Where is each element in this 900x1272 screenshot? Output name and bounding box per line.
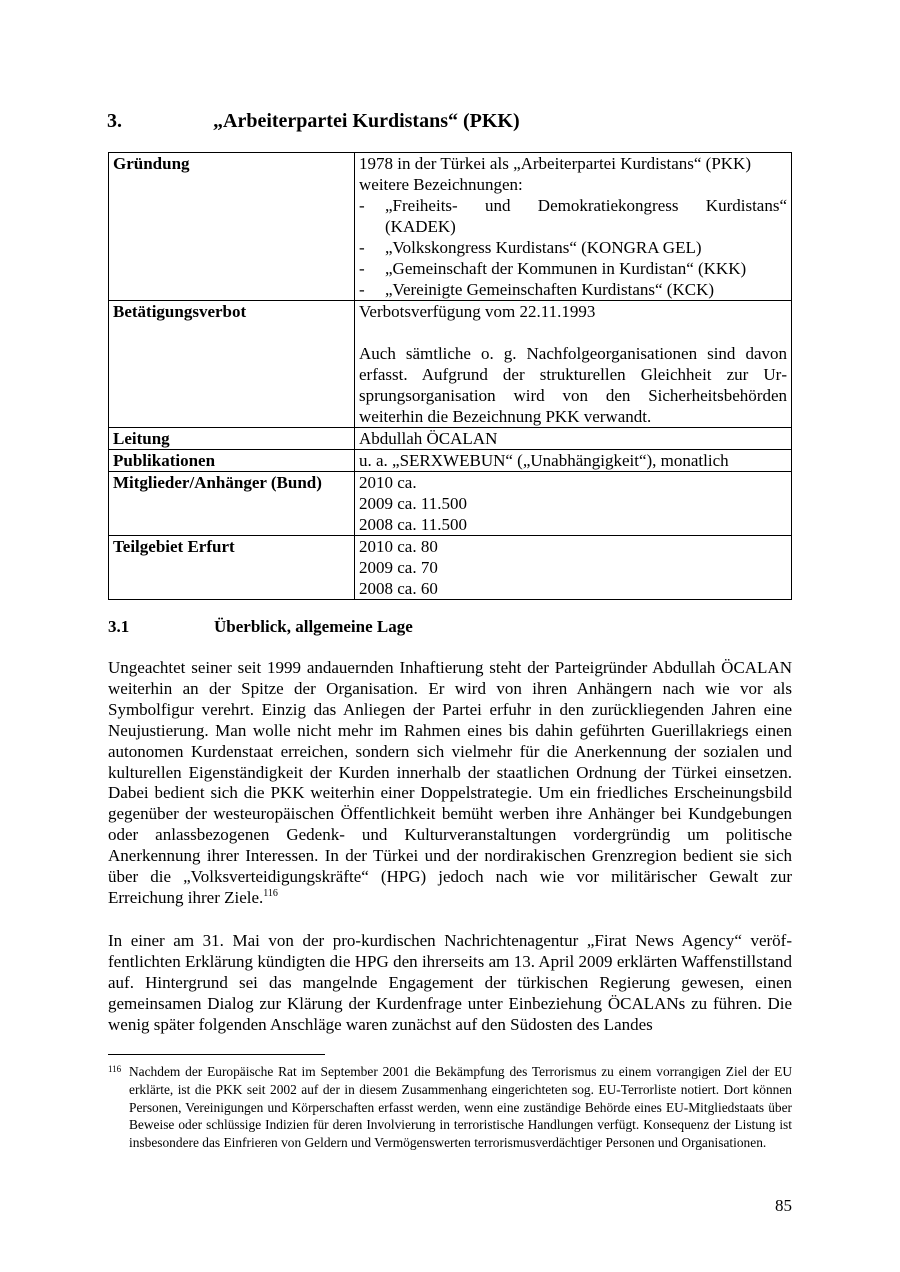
page-number: 85 (775, 1196, 792, 1215)
table-value (355, 153, 792, 301)
list-marker: - (359, 238, 365, 257)
footnote-text: Nachdem der Europäische Rat im September 2001 die Bekämpfung des Terrorismus zu einem vorrangigen Ziel der EU erklärte, ist die PKK seit 2002 auf der in diesem Zusammenhang eingerichteten sog. EU-Terrorliste notiert. Dort können Personen, Vereinigungen und Körperschaften erfasst werden, wenn eine zuständige Behörde eines EU-Mitgliedstaats über Beweise oder schlüssige Indizien für deren Involvierung in terroristische Handlungen verfügt. Konsequenz der Listung ist insbesondere das Einfrieren von Geldern und Vermögenswerten terrorismusverdächtiger Personen und Organisationen. (129, 1064, 792, 1151)
table-row (109, 472, 792, 536)
list-item (359, 279, 787, 300)
value-line: Abdullah ÖCALAN (359, 429, 498, 448)
table-key: Mitglieder/Anhänger (Bund) (109, 472, 355, 536)
table-value (355, 428, 792, 450)
table-row (109, 536, 792, 600)
value-paragraph: Auch sämtliche o. g. Nachfolgeorganisationen sind davon erfasst. Aufgrund der strukturellen Gleichheit zur Ursprungsorganisation wird von den Sicherheitsbehörden weiterhin die Bezeichnung PKK verwandt. (359, 344, 787, 426)
chapter-number: 3. (107, 110, 122, 132)
footnote-separator (108, 1054, 325, 1055)
footnote (108, 1063, 792, 1152)
table-row (109, 153, 792, 301)
list-item-text: „Vereinigte Gemeinschaften Kurdistans“ (KCK) (385, 280, 715, 299)
value-line: u. a. „SERXWEBUN“ („Unabhängigkeit“), monatlich (359, 451, 729, 470)
list-item-text: „Freiheits- und Demokratiekongress Kurdistans“ (KADEK) (385, 196, 787, 236)
list-marker: - (359, 259, 365, 278)
organization-facts-table (108, 152, 792, 600)
value-line: 1978 in der Türkei als „Arbeiterpartei Kurdistans“ (PKK) (359, 154, 751, 173)
footnote-number: 116 (108, 1064, 122, 1074)
paragraph-text: Ungeachtet seiner seit 1999 andauernden Inhaftierung steht der Parteigründer Abdullah ÖCALAN weiterhin an der Spitze der Organisation. Er wird von ihren Anhängern nach wie vor als Symbolfigur verehrt. Einzig das Anliegen der Partei erfuhr in den zurückliegenden Jahren eine Neujustierung. Man wolle nicht mehr im Rahmen eines bis dahin geführten Guerillakriegs einen autonomen Kurdenstaat erreichen, sondern sich vielmehr für die Anerkennung der sozialen und kulturellen Eigenständigkeit der Kurden innerhalb der staatlichen Ordnung der Türkei einsetzen. Dabei bedient sich die PKK weiterhin einer Doppelstrategie. Um ein friedliches Erscheinungsbild gegenüber der westeuropäischen Öffentlichkeit bemüht werben ihre Anhänger bei Kundgebungen oder anlassbezogenen Gedenk- und Kulturveranstaltungen vordergründig um politische Anerkennung ihrer Interessen. In der Türkei und der nordirakischen Grenzregion bedient sie sich über die „Volksverteidigungskräfte“ (HPG) jedoch nach wie vor militärischer Gewalt zur Erreichung ihrer Ziele. (108, 658, 792, 907)
list-item-text: „Volkskongress Kurdistans“ (KONGRA GEL) (385, 238, 702, 257)
body-paragraph (108, 658, 792, 909)
table-row (109, 428, 792, 450)
list-marker: - (359, 196, 365, 215)
table-value (355, 536, 792, 600)
body-paragraph (108, 931, 792, 1036)
list-item (359, 258, 787, 279)
section-title: Überblick, allgemeine Lage (214, 617, 413, 636)
list-item-text: „Gemeinschaft der Kommunen in Kurdistan“ (KKK) (385, 259, 747, 278)
table-value (355, 450, 792, 472)
table-key: Publikationen (109, 450, 355, 472)
paragraph-text: In einer am 31. Mai von der pro-kurdischen Nachrichtenagentur „Firat News Agency“ veröffentlichten Erklärung kündigten die HPG den ihrerseits am 13. April 2009 erklärten Waffenstillstand auf. Hintergrund sei das mangelnde Engagement der türkischen Regierung gewesen, einen gemeinsamen Dialog zur Klärung der Kurdenfrage unter Einbeziehung ÖCALANs zu führen. Die wenig später folgenden Anschläge waren zunächst auf den Südosten des Landes (108, 931, 792, 1034)
value-line: 2008 ca. 60 (359, 579, 438, 598)
value-line: Verbotsverfügung vom 22.11.1993 (359, 302, 596, 321)
table-key: Betätigungsverbot (109, 301, 355, 428)
table-value (355, 301, 792, 428)
table-row (109, 450, 792, 472)
list-marker: - (359, 280, 365, 299)
table-key: Leitung (109, 428, 355, 450)
list-item (359, 195, 787, 237)
value-line: 2009 ca. 70 (359, 558, 438, 577)
table-key: Teilgebiet Erfurt (109, 536, 355, 600)
value-line: 2010 ca. 80 (359, 537, 438, 556)
section-number: 3.1 (108, 617, 130, 636)
table-row (109, 301, 792, 428)
blank-line (359, 322, 787, 343)
value-line: 2009 ca. 11.500 (359, 494, 467, 513)
list-item (359, 237, 787, 258)
footnote-reference[interactable]: 116 (263, 887, 278, 899)
table-value (355, 472, 792, 536)
value-line: 2010 ca. (359, 473, 417, 492)
table-key: Gründung (109, 153, 355, 301)
value-line: weitere Bezeichnungen: (359, 175, 523, 194)
chapter-title: „Arbeiterpartei Kurdistans“ (PKK) (213, 110, 520, 132)
value-line: 2008 ca. 11.500 (359, 515, 467, 534)
